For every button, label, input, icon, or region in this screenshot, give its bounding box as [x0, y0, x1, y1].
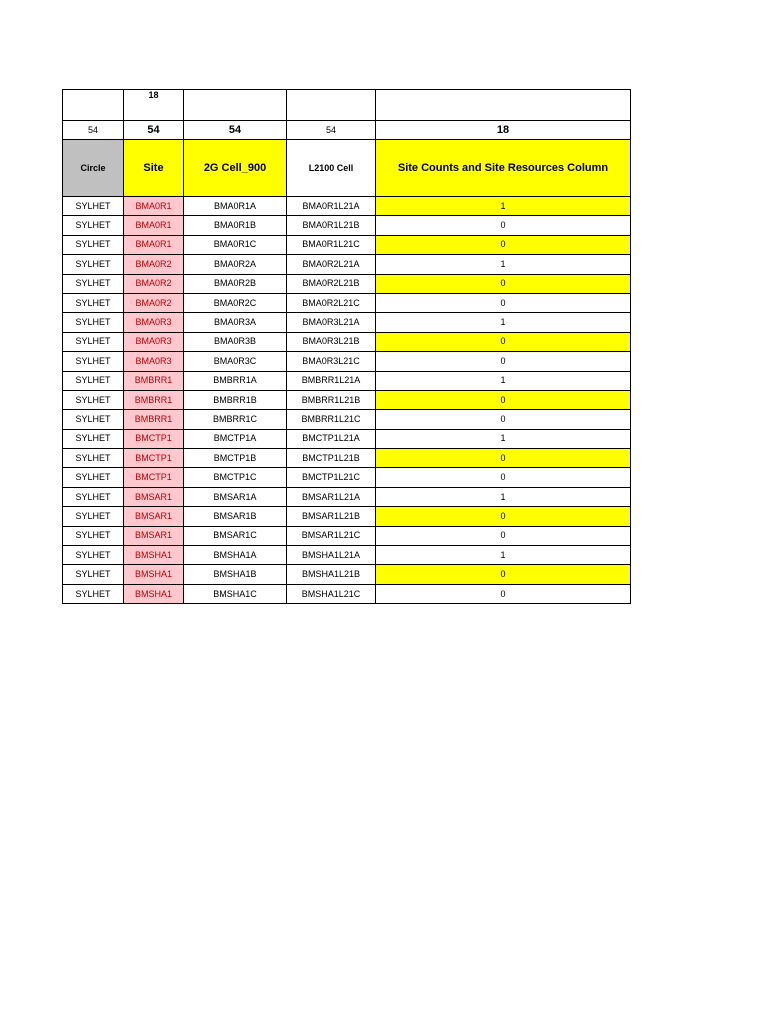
site-count-value-cell[interactable]: 0: [376, 565, 631, 584]
circle-cell[interactable]: SYLHET: [63, 235, 124, 254]
table-row: [63, 197, 631, 216]
circle-cell[interactable]: SYLHET: [63, 565, 124, 584]
l2100-cell[interactable]: BMSAR1L21C: [287, 526, 376, 545]
table-body: [63, 90, 631, 604]
site-cell[interactable]: BMBRR1: [124, 410, 184, 429]
table-row: [63, 293, 631, 312]
table-row: [63, 255, 631, 274]
site-count-value-cell[interactable]: 1: [376, 371, 631, 390]
site-count-value-cell[interactable]: 0: [376, 526, 631, 545]
l2100-cell[interactable]: BMCTP1L21C: [287, 468, 376, 487]
circle-cell[interactable]: SYLHET: [63, 546, 124, 565]
site-count-value-cell[interactable]: 0: [376, 410, 631, 429]
l2100-cell[interactable]: BMBRR1L21C: [287, 410, 376, 429]
site-cell[interactable]: BMA0R1: [124, 197, 184, 216]
site-count-value-cell[interactable]: 0: [376, 449, 631, 468]
l2100-cell[interactable]: BMA0R1L21B: [287, 216, 376, 235]
site-count-value-cell[interactable]: 1: [376, 429, 631, 448]
cell-900-count-cell[interactable]: 54: [184, 121, 287, 140]
table-row: [63, 313, 631, 332]
l2100-cell[interactable]: BMSHA1L21C: [287, 584, 376, 603]
site-cell[interactable]: BMSAR1: [124, 526, 184, 545]
circle-cell[interactable]: SYLHET: [63, 507, 124, 526]
site-total-cell[interactable]: 18: [124, 90, 184, 121]
cell-900-cell[interactable]: BMA0R3C: [184, 352, 287, 371]
circle-cell[interactable]: SYLHET: [63, 526, 124, 545]
l2100-cell[interactable]: BMSAR1L21B: [287, 507, 376, 526]
cell-900-cell[interactable]: BMA0R1B: [184, 216, 287, 235]
site-count-value-cell[interactable]: 0: [376, 352, 631, 371]
site-count-value-cell[interactable]: 0: [376, 507, 631, 526]
table-row: [63, 352, 631, 371]
header-row: [63, 140, 631, 197]
circle-cell[interactable]: SYLHET: [63, 584, 124, 603]
cell-900-cell[interactable]: BMBRR1A: [184, 371, 287, 390]
l2100-cell[interactable]: BMSHA1L21A: [287, 546, 376, 565]
site-cell[interactable]: BMA0R3: [124, 332, 184, 351]
circle-cell[interactable]: SYLHET: [63, 274, 124, 293]
l2100-cell[interactable]: BMSHA1L21B: [287, 565, 376, 584]
header-cell-900[interactable]: 2G Cell_900: [184, 140, 287, 197]
l2100-cell[interactable]: BMA0R2L21B: [287, 274, 376, 293]
site-cell[interactable]: BMA0R1: [124, 235, 184, 254]
cell-900-cell[interactable]: BMSHA1B: [184, 565, 287, 584]
site-cell[interactable]: BMSHA1: [124, 584, 184, 603]
site-cell[interactable]: BMA0R3: [124, 352, 184, 371]
header-site[interactable]: Site: [124, 140, 184, 197]
site-count-value-cell[interactable]: 0: [376, 216, 631, 235]
site-cell[interactable]: BMSHA1: [124, 565, 184, 584]
table-row: [63, 390, 631, 409]
site-cell[interactable]: BMCTP1: [124, 449, 184, 468]
site-cell[interactable]: BMCTP1: [124, 468, 184, 487]
circle-cell[interactable]: SYLHET: [63, 390, 124, 409]
circle-cell[interactable]: SYLHET: [63, 487, 124, 506]
header-site-counts[interactable]: Site Counts and Site Resources Column: [376, 140, 631, 197]
cell[interactable]: [184, 90, 287, 121]
site-cell[interactable]: BMA0R3: [124, 313, 184, 332]
site-cell[interactable]: BMSAR1: [124, 507, 184, 526]
cell[interactable]: [376, 90, 631, 121]
circle-cell[interactable]: SYLHET: [63, 313, 124, 332]
site-cell[interactable]: BMA0R2: [124, 274, 184, 293]
l2100-cell[interactable]: BMA0R2L21A: [287, 255, 376, 274]
table-row: [63, 429, 631, 448]
circle-cell[interactable]: SYLHET: [63, 429, 124, 448]
l2100-cell[interactable]: BMA0R1L21C: [287, 235, 376, 254]
site-count-value-cell[interactable]: 0: [376, 293, 631, 312]
cell-900-cell[interactable]: BMSHA1C: [184, 584, 287, 603]
site-count-value-cell[interactable]: 1: [376, 255, 631, 274]
table-row: [63, 546, 631, 565]
circle-cell[interactable]: SYLHET: [63, 371, 124, 390]
l2100-cell[interactable]: BMA0R3L21C: [287, 352, 376, 371]
l2100-cell[interactable]: BMBRR1L21B: [287, 390, 376, 409]
top-row: [63, 90, 631, 121]
site-count-value-cell[interactable]: 0: [376, 274, 631, 293]
circle-count-cell[interactable]: 54: [63, 121, 124, 140]
circle-cell[interactable]: SYLHET: [63, 293, 124, 312]
site-count-value-cell[interactable]: 0: [376, 468, 631, 487]
site-count-cell[interactable]: 54: [124, 121, 184, 140]
site-count-value-cell[interactable]: 1: [376, 197, 631, 216]
circle-cell[interactable]: SYLHET: [63, 197, 124, 216]
cell-900-cell[interactable]: BMA0R2B: [184, 274, 287, 293]
cell-900-cell[interactable]: BMBRR1C: [184, 410, 287, 429]
cell-900-cell[interactable]: BMA0R1A: [184, 197, 287, 216]
l2100-cell[interactable]: BMSAR1L21A: [287, 487, 376, 506]
cell-900-cell[interactable]: BMCTP1B: [184, 449, 287, 468]
count-row: [63, 121, 631, 140]
table-row: [63, 487, 631, 506]
l2100-count-cell[interactable]: 54: [287, 121, 376, 140]
l2100-cell[interactable]: BMA0R2L21C: [287, 293, 376, 312]
l2100-cell[interactable]: BMA0R3L21B: [287, 332, 376, 351]
cell[interactable]: [287, 90, 376, 121]
table-row: [63, 235, 631, 254]
cell-900-cell[interactable]: BMBRR1B: [184, 390, 287, 409]
site-count-value-cell[interactable]: 0: [376, 584, 631, 603]
site-count-value-cell[interactable]: 1: [376, 487, 631, 506]
site-cell[interactable]: BMA0R2: [124, 255, 184, 274]
site-counts-total-cell[interactable]: 18: [376, 121, 631, 140]
table-row: [63, 216, 631, 235]
cell-900-cell[interactable]: BMA0R2A: [184, 255, 287, 274]
table-row: [63, 274, 631, 293]
site-cell[interactable]: BMSAR1: [124, 487, 184, 506]
table-row: [63, 565, 631, 584]
site-cell[interactable]: BMA0R1: [124, 216, 184, 235]
cell-900-cell[interactable]: BMA0R3B: [184, 332, 287, 351]
table-row: [63, 468, 631, 487]
cell-900-cell[interactable]: BMSAR1B: [184, 507, 287, 526]
cell-900-cell[interactable]: BMA0R3A: [184, 313, 287, 332]
circle-cell[interactable]: SYLHET: [63, 410, 124, 429]
table-row: [63, 410, 631, 429]
header-circle[interactable]: Circle: [63, 140, 124, 197]
cell-900-cell[interactable]: BMSHA1A: [184, 546, 287, 565]
cell-900-cell[interactable]: BMCTP1C: [184, 468, 287, 487]
l2100-cell[interactable]: BMCTP1L21A: [287, 429, 376, 448]
table-row: [63, 507, 631, 526]
circle-cell[interactable]: SYLHET: [63, 255, 124, 274]
site-cell[interactable]: BMBRR1: [124, 390, 184, 409]
site-count-value-cell[interactable]: 0: [376, 390, 631, 409]
spreadsheet-table: [62, 89, 631, 604]
table-row: [63, 332, 631, 351]
cell[interactable]: [63, 90, 124, 121]
l2100-cell[interactable]: BMCTP1L21B: [287, 449, 376, 468]
cell-900-cell[interactable]: BMA0R2C: [184, 293, 287, 312]
table-row: [63, 449, 631, 468]
site-count-value-cell[interactable]: 0: [376, 235, 631, 254]
table-row: [63, 526, 631, 545]
site-count-value-cell[interactable]: 1: [376, 546, 631, 565]
site-count-value-cell[interactable]: 1: [376, 313, 631, 332]
cell-900-cell[interactable]: BMSAR1A: [184, 487, 287, 506]
site-cell[interactable]: BMCTP1: [124, 429, 184, 448]
l2100-cell[interactable]: BMA0R3L21A: [287, 313, 376, 332]
l2100-cell[interactable]: BMBRR1L21A: [287, 371, 376, 390]
site-cell[interactable]: BMBRR1: [124, 371, 184, 390]
circle-cell[interactable]: SYLHET: [63, 468, 124, 487]
site-cell[interactable]: BMA0R2: [124, 293, 184, 312]
cell-900-cell[interactable]: BMA0R1C: [184, 235, 287, 254]
circle-cell[interactable]: SYLHET: [63, 449, 124, 468]
cell-900-cell[interactable]: BMCTP1A: [184, 429, 287, 448]
circle-cell[interactable]: SYLHET: [63, 216, 124, 235]
circle-cell[interactable]: SYLHET: [63, 332, 124, 351]
cell-900-cell[interactable]: BMSAR1C: [184, 526, 287, 545]
site-cell[interactable]: BMSHA1: [124, 546, 184, 565]
circle-cell[interactable]: SYLHET: [63, 352, 124, 371]
table-row: [63, 371, 631, 390]
site-count-value-cell[interactable]: 0: [376, 332, 631, 351]
l2100-cell[interactable]: BMA0R1L21A: [287, 197, 376, 216]
table-row: [63, 584, 631, 603]
header-l2100[interactable]: L2100 Cell: [287, 140, 376, 197]
